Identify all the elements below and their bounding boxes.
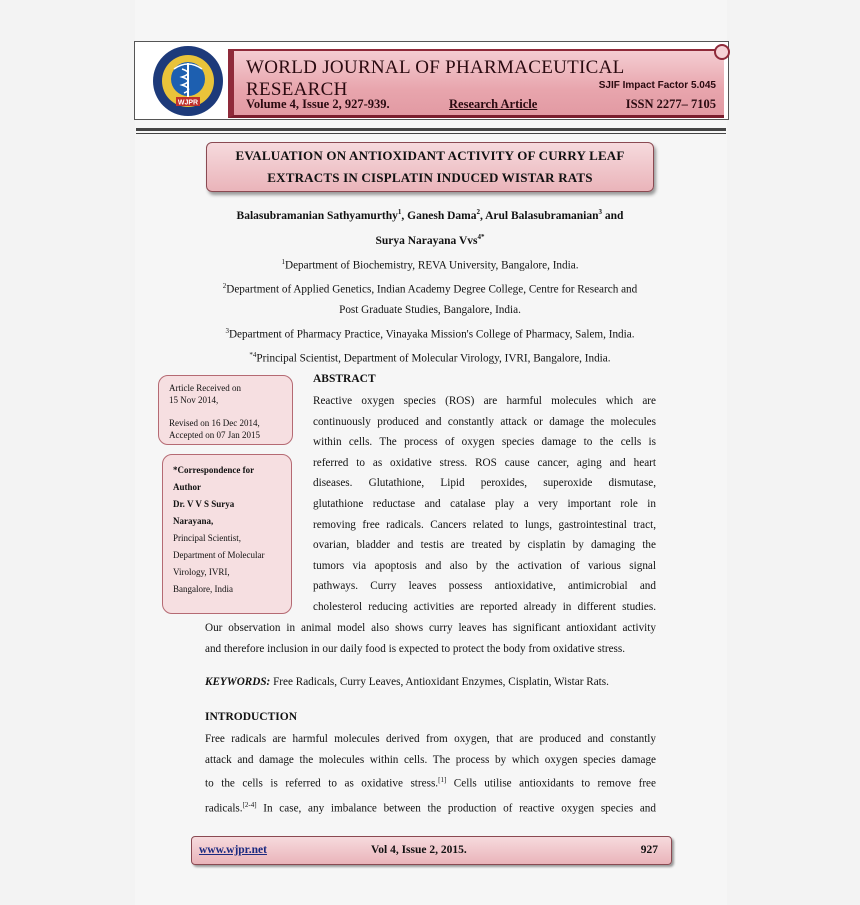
volume-info: Volume 4, Issue 2, 927-939. bbox=[246, 97, 390, 111]
accepted-date: Accepted on 07 Jan 2015 bbox=[169, 430, 260, 440]
correspondence-line: Principal Scientist, bbox=[173, 533, 241, 543]
received-label: Article Received on bbox=[169, 383, 241, 393]
text-line: diseases. Glutathione, Lipid peroxides, superoxide dismutase, bbox=[313, 477, 656, 490]
affiliation: $^{*4}$Principal Scientist, Department of Molecular Virology, IVRI, Bangalore, India. bbox=[249, 351, 611, 365]
journal-banner bbox=[228, 49, 724, 118]
footer-volume: Vol 4, Issue 2, 2015. bbox=[371, 844, 467, 856]
impact-factor: SJIF Impact Factor 5.045 bbox=[598, 80, 716, 91]
keywords-label: KEYWORDS: bbox=[205, 676, 271, 688]
abstract-text-wide bbox=[205, 618, 656, 659]
keywords-text: Free Radicals, Curry Leaves, Antioxidant Enzymes, Cisplatin, Wistar Rats. bbox=[270, 676, 609, 688]
article-dates-box bbox=[158, 375, 293, 445]
author-name: Surya Narayana Vvs bbox=[375, 234, 478, 247]
affiliation: $^1$Department of Biochemistry, REVA University, Bangalore, India. bbox=[281, 258, 579, 272]
page-number: 927 bbox=[640, 844, 658, 856]
issn: ISSN 2277– 7105 bbox=[625, 97, 716, 111]
text-line: referred to as oxidative stress. ROS cause cancer, aging and heart bbox=[313, 456, 656, 469]
svg-text:WJPR: WJPR bbox=[177, 99, 199, 107]
text-line: radicals.[2-4] In case, any imbalance between the production of reactive oxygen species and bbox=[205, 800, 656, 815]
text-line: within cells. The process of oxygen species damage to the cells is bbox=[313, 436, 656, 449]
text-line: to the cells is referred to as oxidative stress.[1] Cells utilise antioxidants to remove free bbox=[205, 776, 656, 790]
text-line: pathways. Curry leaves possess antioxidative, antimicrobial and bbox=[313, 580, 656, 593]
author-name: Balasubramanian Sathyamurthy bbox=[236, 209, 398, 222]
text-line: attack and damage the molecules within cells. The process by which oxygen species damage bbox=[205, 753, 656, 766]
author-name: , Arul Balasubramanian bbox=[479, 209, 599, 222]
text-line: Our observation in animal model also shows curry leaves has significant antioxidant activity bbox=[205, 622, 656, 634]
paper-title bbox=[206, 142, 654, 192]
journal-title: WORLD JOURNAL OF PHARMACEUTICAL RESEARCH bbox=[246, 57, 624, 100]
author-name: , Ganesh Dama bbox=[401, 209, 477, 222]
correspondence-line: Virology, IVRI, bbox=[173, 567, 230, 577]
revised-date: Revised on 16 Dec 2014, bbox=[169, 418, 260, 428]
article-type: Research Article bbox=[449, 97, 538, 111]
correspondence-line: Department of Molecular bbox=[173, 550, 265, 560]
correspondence-name: Narayana, bbox=[173, 516, 214, 526]
abstract-text bbox=[313, 391, 656, 618]
journal-website-link[interactable]: www.wjpr.net bbox=[199, 844, 267, 856]
divider-thin bbox=[136, 133, 726, 134]
text-line: Reactive oxygen species (ROS) are harmful molecules which are bbox=[313, 395, 656, 407]
author-list: Balasubramanian Sathyamurthy$^1$, Ganesh Dama$^2$, Arul Balasubramanian$^3$ and Surya Narayana Vvs$^{4*}$ bbox=[236, 208, 624, 247]
affiliation: $^2$Department of Applied Genetics, Indian Academy Degree College, Centre for Research and bbox=[222, 282, 638, 296]
introduction-text bbox=[205, 729, 656, 819]
correspondence-line: Bangalore, India bbox=[173, 584, 233, 594]
text-line: removing free radicals. Cancers related to lungs, gastrointestinal tract, bbox=[313, 518, 656, 531]
text-line: continuously produced and constantly attack or damage the molecules bbox=[313, 415, 656, 428]
correspondence-label: Author bbox=[173, 482, 202, 492]
keywords bbox=[205, 676, 609, 688]
affiliation-list bbox=[160, 252, 700, 369]
introduction-heading: INTRODUCTION bbox=[205, 711, 298, 723]
affiliation: $^3$Department of Pharmacy Practice, Vinayaka Mission's College of Pharmacy, Salem, India. bbox=[225, 326, 635, 341]
correspondence-label: *Correspondence for bbox=[173, 465, 255, 475]
journal-header bbox=[134, 41, 729, 120]
text-line: tumors via apoptosis and also by the activation of various signal bbox=[313, 559, 656, 572]
text-line: and therefore inclusion in our daily food is expected to protect the body from oxidative stress. bbox=[205, 642, 626, 655]
abstract-heading: ABSTRACT bbox=[313, 373, 376, 385]
title-line: EVALUATION ON ANTIOXIDANT ACTIVITY OF CURRY LEAF bbox=[235, 148, 625, 163]
text-line: ovarian, bladder and testis are treated by cisplatin by damaging the bbox=[313, 539, 656, 552]
text-line: glutathione reductase and catalase play a very important role in bbox=[313, 497, 656, 510]
correspondence-name: Dr. V V S Surya bbox=[173, 499, 235, 509]
text-line: cholesterol reducing activities are reported already in different studies. bbox=[313, 600, 656, 613]
text-line: Free radicals are harmful molecules derived from oxygen, that are produced and constantly bbox=[205, 733, 656, 745]
title-line: EXTRACTS IN CISPLATIN INDUCED WISTAR RATS bbox=[267, 170, 593, 185]
received-date: 15 Nov 2014, bbox=[169, 395, 219, 405]
divider-thick bbox=[136, 128, 726, 131]
page-footer bbox=[191, 836, 672, 865]
affiliation: Post Graduate Studies, Bangalore, India. bbox=[339, 304, 521, 317]
correspondence-box bbox=[162, 454, 292, 614]
journal-logo-icon bbox=[152, 45, 224, 117]
